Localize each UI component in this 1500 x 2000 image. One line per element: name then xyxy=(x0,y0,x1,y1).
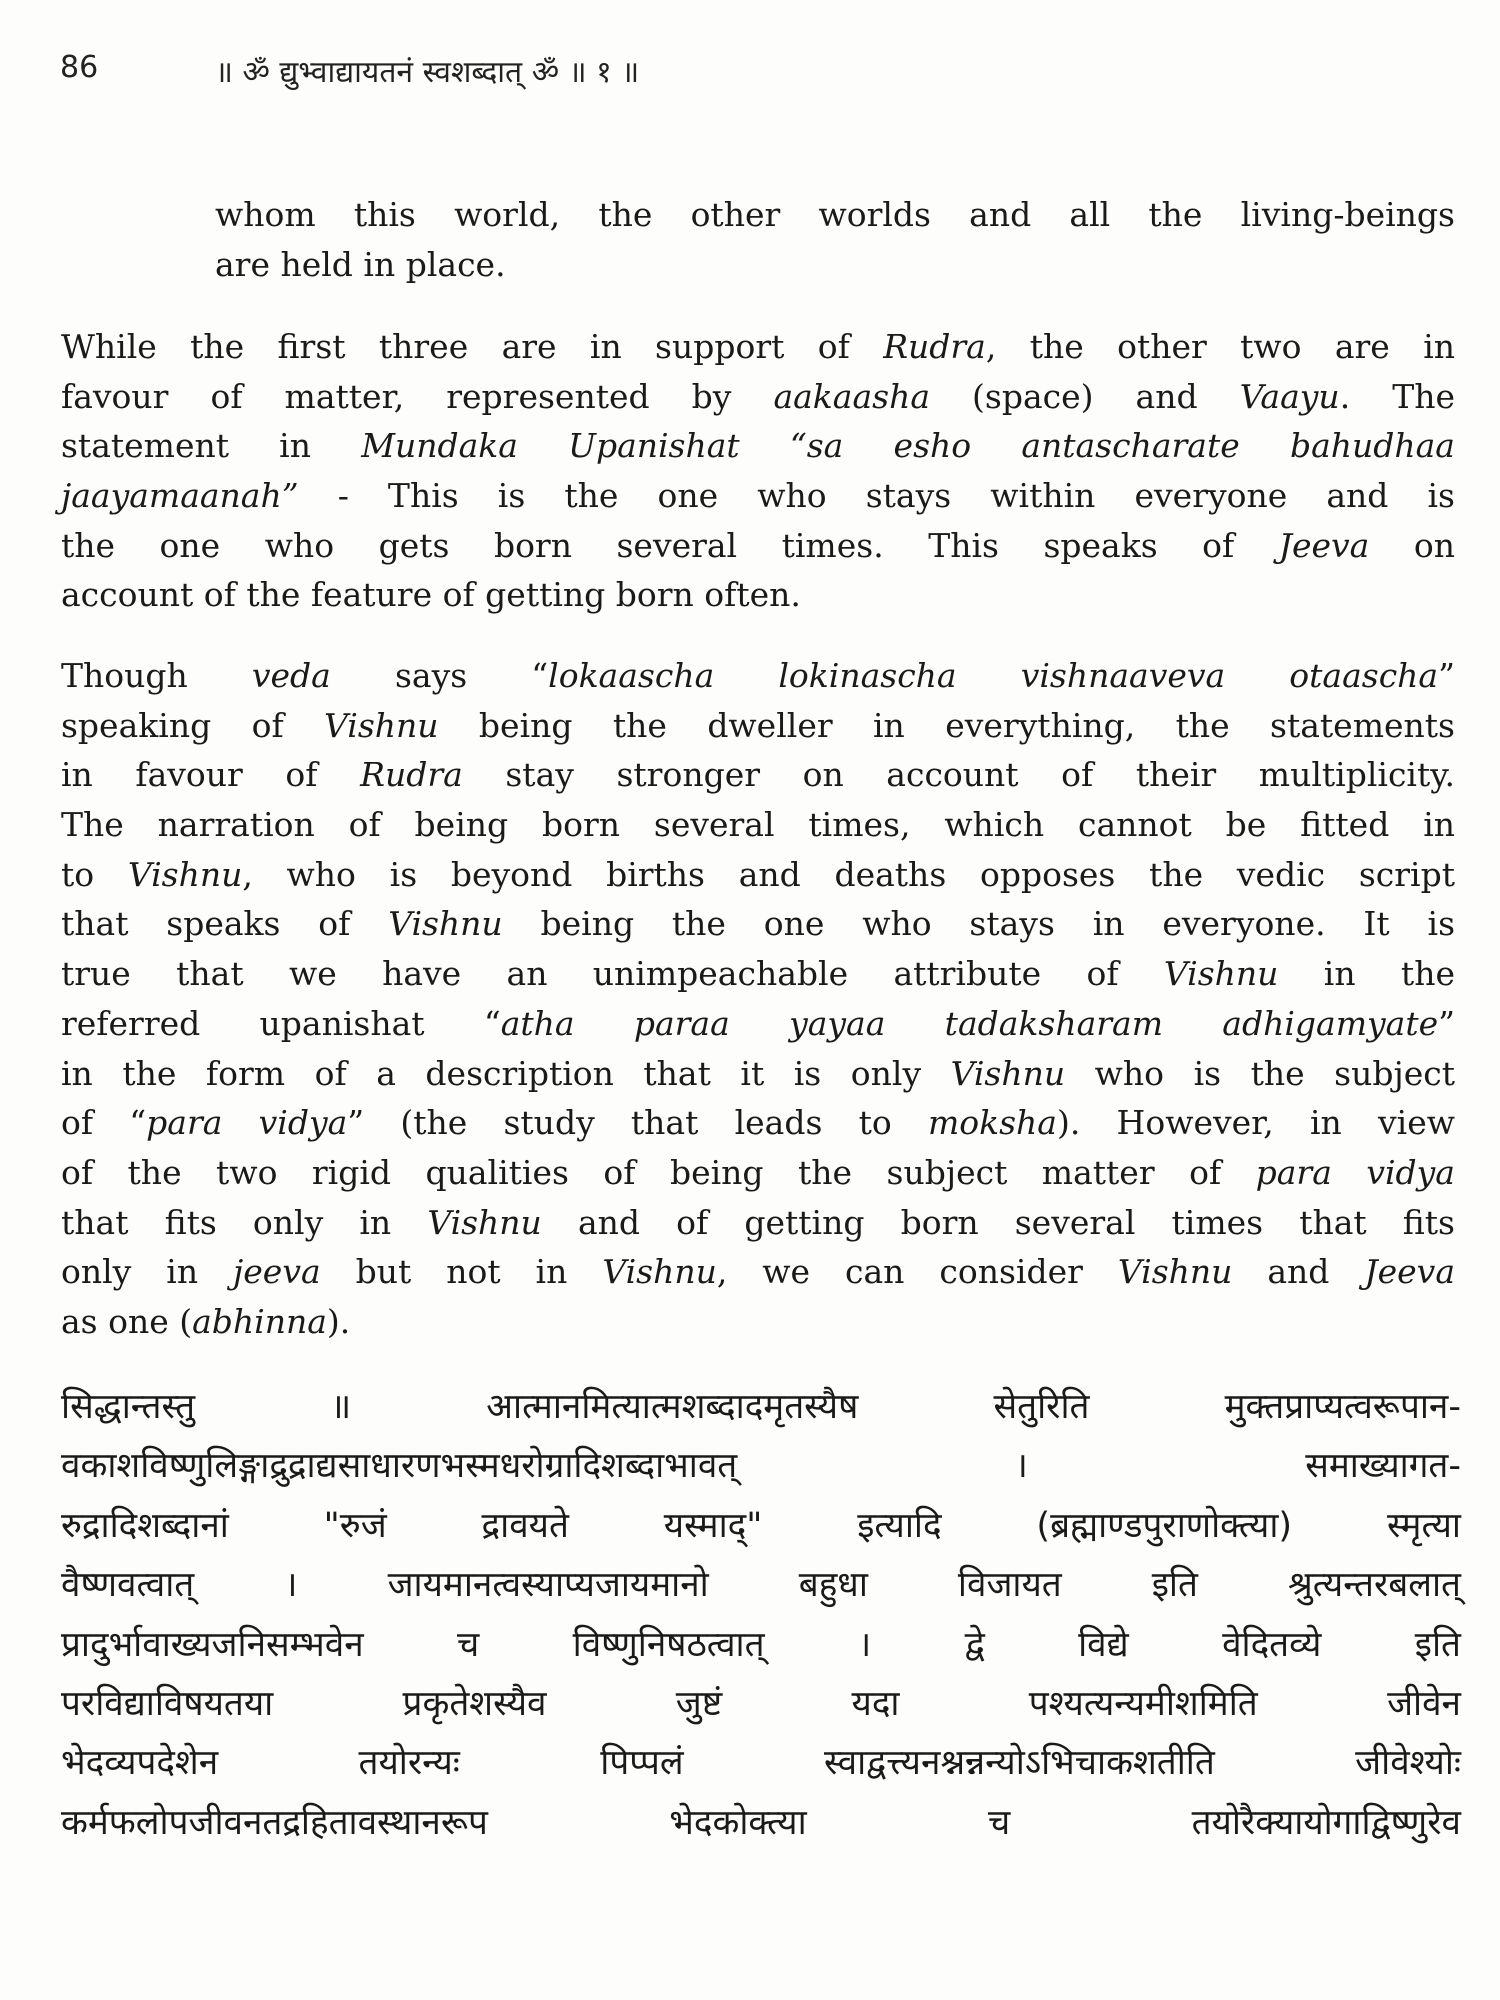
italic-term: Rudra xyxy=(360,755,463,795)
text-run: but not in xyxy=(320,1252,603,1292)
text-run: . The xyxy=(1339,376,1455,416)
italic-term: Vishnu xyxy=(324,705,439,745)
text-line xyxy=(61,1198,1455,1248)
italic-term: abhinna xyxy=(192,1301,327,1341)
text-line xyxy=(61,701,1455,751)
italic-term: veda xyxy=(251,656,331,695)
italic-term: moksha xyxy=(927,1103,1057,1143)
sanskrit-commentary xyxy=(61,1378,1461,1853)
text-line xyxy=(61,570,1455,620)
sanskrit-line: वैष्णवत्वात् । जायमानत्वस्याप्यजायमानो बहुधा विजायत इति श्रुत्यन्तरबलात् xyxy=(61,1565,1461,1606)
text-run: ” xyxy=(1438,1003,1455,1043)
text-line xyxy=(61,471,1455,521)
text-line xyxy=(61,1049,1455,1099)
italic-term: Jeeva xyxy=(1278,525,1370,565)
text-run: the one who gets born several times. This speaks of xyxy=(61,525,1279,565)
text-run: to xyxy=(61,854,128,894)
text-line xyxy=(61,421,1455,471)
text-run: in the form of a description that it is only xyxy=(61,1053,951,1093)
text-run: The narration of being born several times, which cannot be fitted in xyxy=(61,805,1455,845)
italic-term: Rudra xyxy=(883,327,986,366)
text-run: , the other two are in xyxy=(985,327,1455,366)
text-line xyxy=(215,240,1455,290)
text-run: referred upanishat “ xyxy=(61,1003,501,1043)
text-line xyxy=(61,800,1455,850)
italic-term: Vishnu xyxy=(127,854,243,894)
text-run: says “ xyxy=(330,656,549,695)
italic-term: para vidya xyxy=(146,1103,348,1143)
text-line xyxy=(61,750,1455,800)
text-line xyxy=(61,899,1455,949)
text-run: ). However, in view xyxy=(1056,1103,1455,1143)
text-run: of “ xyxy=(61,1103,147,1143)
text-run: in the xyxy=(1278,954,1455,994)
text-run: favour of matter, represented by xyxy=(61,376,774,416)
text-line xyxy=(61,999,1455,1049)
text-run: ). xyxy=(326,1301,351,1341)
text-run: and of getting born several times that fits xyxy=(541,1202,1455,1242)
text-run: (space) and xyxy=(930,376,1240,416)
text-line xyxy=(61,1148,1455,1198)
text-run: speaking of xyxy=(61,705,325,745)
text-line xyxy=(61,322,1455,372)
text-run: who is the subject xyxy=(1065,1053,1455,1093)
page-number: 86 xyxy=(60,50,99,85)
italic-term: Vishnu xyxy=(950,1053,1066,1093)
italic-term: Vishnu xyxy=(388,904,503,944)
text-line xyxy=(61,949,1455,999)
text-line xyxy=(61,1098,1455,1148)
paragraph-vishnu-jeeva xyxy=(61,651,1455,1347)
text-line xyxy=(61,1297,1455,1347)
sanskrit-line: वकाशविष्णुलिङ्गाद्रुद्राद्यसाधारणभस्मधरोग्रादिशब्दाभावत् । समाख्यागत- xyxy=(61,1446,1461,1487)
italic-term: Vishnu xyxy=(1163,954,1279,994)
italic-term: aakaasha xyxy=(773,376,930,416)
text-run: , we can consider xyxy=(716,1252,1118,1292)
text-run: being the one who stays in everyone. It is xyxy=(502,904,1456,944)
italic-term: Vishnu xyxy=(602,1252,717,1292)
italic-term: lokaascha lokinascha vishnaaveva otaascha xyxy=(548,656,1439,695)
italic-term: Vaayu xyxy=(1239,376,1340,416)
text-run: true that we have an unimpeachable attribute of xyxy=(61,954,1164,994)
text-run: While the first three are in support of xyxy=(61,327,884,366)
text-run: , who is beyond births and deaths opposes the vedic script xyxy=(242,854,1455,894)
italic-term: Vishnu xyxy=(427,1202,542,1242)
text-run: are held in place. xyxy=(215,244,506,284)
text-run: in favour of xyxy=(61,755,361,795)
sanskrit-line: प्रादुर्भावाख्यजनिसम्भवेन च विष्णुनिषठत्वात् । द्वे विद्ये वेदितव्ये इति xyxy=(61,1624,1461,1665)
sanskrit-line: कर्मफलोपजीवनतद्रहितावस्थानरूप भेदकोक्त्या च तयोरैक्यायोगाद्विष्णुरेव xyxy=(61,1802,1461,1843)
text-run: - This is the one who stays within everyone and is xyxy=(298,476,1455,516)
text-line xyxy=(61,850,1455,900)
paragraph-rudra-matter xyxy=(61,322,1455,620)
text-run: ” xyxy=(1438,656,1455,695)
text-line xyxy=(61,1247,1455,1297)
text-run: that speaks of xyxy=(61,904,389,944)
italic-term: jaayamaanah” xyxy=(61,476,299,516)
text-run: as one ( xyxy=(61,1301,193,1341)
text-run: stay stronger on account of their multiplicity. xyxy=(462,755,1455,795)
text-run: Though xyxy=(61,656,252,695)
text-run: and xyxy=(1232,1252,1365,1292)
paragraph-continued xyxy=(215,190,1455,289)
text-line xyxy=(61,521,1455,571)
running-head: ॥ ॐ द्युभ्वाद्यायतनं स्वशब्दात् ॐ ॥ १ ॥ xyxy=(215,55,640,90)
text-run: being the dweller in everything, the statements xyxy=(438,705,1455,745)
text-run: statement in xyxy=(61,426,362,466)
italic-term: para vidya xyxy=(1255,1152,1455,1192)
text-line xyxy=(61,372,1455,422)
text-line xyxy=(215,190,1455,240)
sanskrit-line: सिद्धान्तस्तु ॥ आत्मानमित्यात्मशब्दादमृतस्यैष सेतुरिति मुक्तप्राप्यत्वरूपान- xyxy=(61,1387,1461,1427)
italic-term: Vishnu xyxy=(1117,1252,1233,1292)
italic-term: jeeva xyxy=(233,1252,321,1292)
italic-term: atha paraa yayaa tadaksharam adhigamyate xyxy=(500,1003,1439,1043)
sanskrit-line: रुद्रादिशब्दानां "रुजं द्रावयते यस्माद्" इत्यादि (ब्रह्माण्डपुराणोक्त्या) स्मृत्या xyxy=(61,1505,1461,1546)
text-run: only in xyxy=(61,1252,234,1292)
italic-term: Jeeva xyxy=(1364,1252,1455,1292)
text-line xyxy=(61,651,1455,701)
sanskrit-line: परविद्याविषयतया प्रकृतेशस्यैव जुष्टं यदा पश्यत्यन्यमीशमिति जीवेन xyxy=(61,1683,1461,1724)
text-run: on xyxy=(1369,525,1455,565)
text-run: of the two rigid qualities of being the subject matter of xyxy=(61,1152,1256,1192)
text-run: whom this world, the other worlds and all the living-beings xyxy=(215,195,1455,234)
text-run: ” (the study that leads to xyxy=(347,1103,928,1143)
sanskrit-line: भेदव्यपदेशेन तयोरन्यः पिप्पलं स्वाद्वत्त्यनश्नन्नन्योऽभिचाकशतीति जीवेश्योः xyxy=(61,1743,1461,1784)
italic-term: Mundaka Upanishat “sa esho antascharate bahudhaa xyxy=(361,426,1455,466)
text-run: that fits only in xyxy=(61,1202,428,1242)
text-run: account of the feature of getting born often. xyxy=(61,575,801,615)
